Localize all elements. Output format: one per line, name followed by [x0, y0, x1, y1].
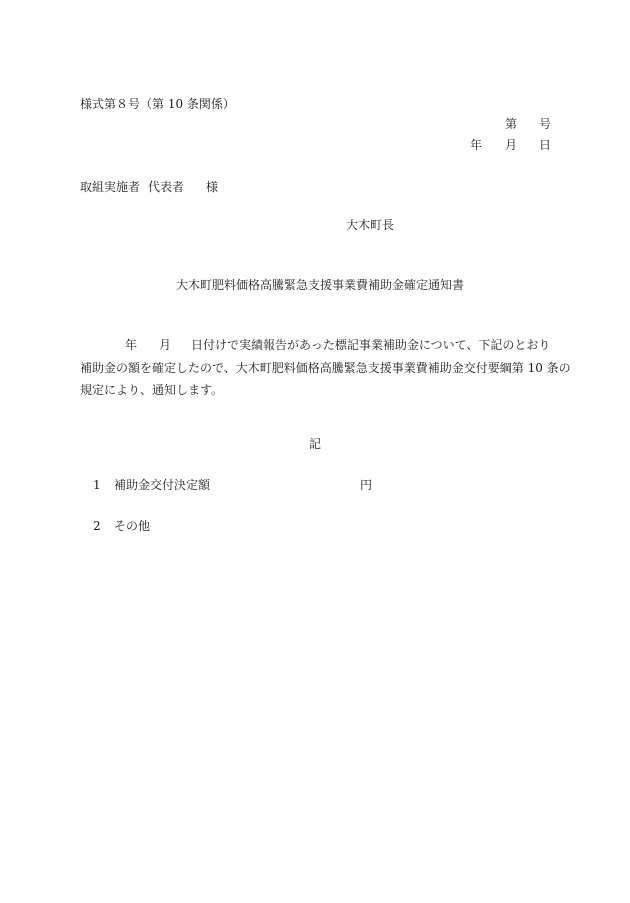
addressee-representative: 代表者: [148, 180, 185, 194]
item-1-label: 補助金交付決定額: [114, 478, 211, 492]
doc-number-dai: 第: [505, 117, 518, 131]
item-1-unit: 円: [360, 478, 373, 492]
body-year: 年: [125, 338, 138, 352]
doc-number-go: 号: [539, 117, 552, 131]
date-month: 月: [505, 138, 518, 152]
ki-heading: 記: [309, 437, 322, 451]
body-line-2: 補助金の額を確定したので、大木町肥料価格高騰緊急支援事業費補助金交付要綱第 10 条の: [80, 360, 571, 375]
body-line-1-text: 日付けで実績報告があった標記事業補助金について、下記のとおり: [191, 338, 551, 352]
body-paragraph: [80, 334, 571, 402]
body-month: 月: [159, 338, 172, 352]
date-year: 年: [470, 138, 483, 152]
addressee-honorific: 様: [206, 180, 219, 194]
body-line-3: 規定により、通知します。: [80, 383, 224, 397]
item-2-label: その他: [114, 519, 151, 533]
item-1-number: 1: [93, 478, 101, 492]
date-day: 日: [539, 138, 552, 152]
addressee-org: 取組実施者: [80, 180, 141, 194]
body-line-1: [80, 334, 552, 357]
sender-name: 大木町長: [346, 218, 395, 232]
document-title: 大木町肥料価格高騰緊急支援事業費補助金確定通知書: [176, 278, 465, 292]
form-label: 様式第８号（第 10 条関係）: [80, 97, 235, 111]
document-number: [505, 117, 517, 131]
item-2-number: 2: [93, 519, 101, 533]
